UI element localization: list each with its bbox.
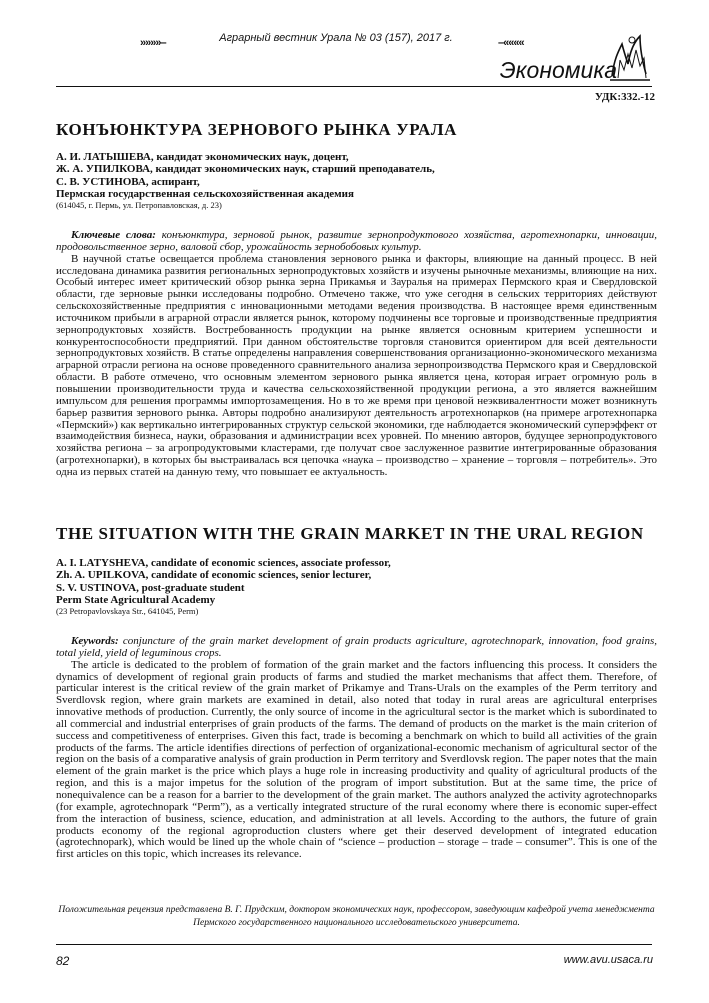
footer-rule xyxy=(56,944,652,945)
ru-address: (614045, г. Пермь, ул. Петропавловская, д. 23) xyxy=(56,200,222,211)
header-rule xyxy=(56,86,652,87)
ru-abstract: В научной статье освещается проблема становления зернового рынка и факторы, влияющие на данный процесс. В ней исследована динамика развития региональных зернопродуктовых хозяйств и изучены рыночные механизмы, влияющие на них. Особый интерес имеет критический обзор рынка зерна Прикамья и Зауралья на примерах Пермского края и Свердловской области, где зерновые рынки исследованы подробно. Отмечено также, что уже сегодня в сельских территориях действуют сельскохозяйственные предприятия с инновационными методами ведения производства. В настоящее время единственным источником прибыли в аграрной отрасли является рынок, которому подчинены все торговые и производственные предприятия зернопродуктовых хозяйств. Востребованность продукции на рынке является основным критерием успешности и конкурентоспособности предприятий. При данном обстоятельстве торговля становится ориентиром для всей деятельности зернопродуктовых хозяйств. В статье определены направления совершенствования организационно-экономического механизма аграрной отрасли региона на основе проведенного сравнительного анализа зернопроизводства Пермского края и Свердловской области. В работе отмечено, что основным элементом зернового рынка является цена, которая играет огромную роль в повышении производительности труда и качества сельскохозяйственной продукции региона, а это является важнейшим импульсом для решения программы импортозамещения. Но в то же время при ценовой неэквивалентности может возникнуть барьер развития зернового рынка. Авторы подробно анализируют деятельность агротехнопарков (на примере агротехнопарка «Пермский») как вертикально интегрированных структур сельской экономики, где наблюдается экономический суперэффект от взаимодействия бизнеса, науки, образования и администрации всех уровней. По мнению авторов, будущее зернопродуктового хозяйства региона – за агропродуктовыми кластерами, где получат свое заслуженное развитие интегрированные образования (агротехнопарки), в которых бы выстраивалась вся цепочка «наука – производство – хранение – торговля – потребитель». Это одна из первых статей на данную тему, что повышает ее актуальность. xyxy=(56,252,657,478)
ru-article-title: КОНЪЮНКТУРА ЗЕРНОВОГО РЫНКА УРАЛА xyxy=(56,120,458,139)
en-abstract: The article is dedicated to the problem of formation of the grain market and the factors influencing this process. It considers the dynamics of development of regional grain products of farms and studied the market mechanisms that affect them. Therefore, of particular interest is the critical review of the grain market of Prikamye and Trans-Urals on the examples of the Perm territory and Sverdlovsk region, where grain markets are examined in detail, also noted that today in rural areas are agricultural enterprises innovative methods of production. Currently, the only source of income in the agricultural sector is the market which is subordinated to all commercial and industrial enterprises of grain products of the farms. The demand of products on the market is the main criterion of success and competitiveness of enterprises. Given this fact, trade is becoming a benchmark on which to build all activities of the grain products of the farms. The article identifies directions of perfection of organizational-economic mechanism of agricultural sector of the region on the basis of a comparative analysis of grain production in Perm territory and Sverdlovsk region. The paper notes that the main element of the grain market is the price which plays a huge role in increasing productivity and quality of agricultural products of the region, and this is a major impetus for the solution of the program of import substitution. But at the same time, the price of nonequivalence can be a reason for a barrier to the development of the grain market. The authors analyzed the activity agrotechnoparks (for example, agrotechnopark “Perm”), as a vertically integrated structure of the rural economy where there is economic super-effect from the interaction of business, science, education, and administration at all levels. According to the authors, the future of grain products economy of the regional agroproduction clusters where get their deserved development of integrated education (agrotechnopark), which would be lined up the whole chain of “science – production – storage – trade – consumer”. This is one of the first articles on this topic, which increases its relevance. xyxy=(56,658,657,861)
ru-keywords: конъюнктура, зерновой рынок, развитие зернопродуктового хозяйства, агротехнопарки, инновации, продовольственное зерно, валовой сбор, урожайность зернобобовых культур. xyxy=(56,229,657,253)
en-author-3: S. V. USTINOVA, post-graduate student xyxy=(56,581,245,594)
en-article-title: THE SITUATION WITH THE GRAIN MARKET IN THE URAL REGION xyxy=(56,524,644,543)
ru-author-block xyxy=(56,151,657,210)
en-author-block xyxy=(56,557,657,616)
ru-author-1: А. И. ЛАТЫШЕВА, кандидат экономических наук, доцент, xyxy=(56,151,349,163)
udc-code: УДК:332.-12 xyxy=(594,91,655,103)
section-label: Экономика xyxy=(499,57,617,83)
en-author-2: Zh. A. UPILKOVA, candidate of economic sciences, senior lecturer, xyxy=(56,569,372,582)
ru-author-2: Ж. А. УПИЛКОВА, кандидат экономических наук, старший преподаватель, xyxy=(56,163,435,176)
ru-abstract-block xyxy=(56,230,657,479)
journal-logo-icon xyxy=(606,30,654,86)
review-note: Положительная рецензия представлена В. Г. Прудским, доктором экономических наук, профессором, заведующим кафедрой учета менеджмента Пермского государственного национального исследовательского университета. xyxy=(58,905,655,928)
page-header xyxy=(0,0,709,110)
ru-keywords-label: Ключевые слова: xyxy=(71,229,156,241)
en-address: (23 Petropavlovskaya Str., 641045, Perm) xyxy=(56,606,199,617)
ru-author-3: С. В. УСТИНОВА, аспирант, xyxy=(56,175,200,188)
ru-keywords-paragraph xyxy=(56,230,657,254)
en-keywords-paragraph xyxy=(56,636,657,660)
journal-running-head: Аграрный вестник Урала № 03 (157), 2017 г. xyxy=(219,32,453,44)
en-abstract-block xyxy=(56,636,657,861)
en-keywords: conjuncture of the grain market development of grain products agriculture, agrotechnopark, innovation, food grains, total yield, yield of leguminous crops. xyxy=(56,635,658,659)
en-keywords-label: Keywords: xyxy=(71,635,119,647)
en-affiliation: Perm State Agricultural Academy xyxy=(56,593,216,606)
page-number: 82 xyxy=(56,954,70,968)
ru-affiliation: Пермская государственная сельскохозяйственная академия xyxy=(56,187,354,200)
journal-website-link[interactable]: www.avu.usaca.ru xyxy=(563,954,653,966)
arrow-ornament-left: »»»»– xyxy=(140,37,166,49)
arrow-ornament-right: –«««« xyxy=(498,37,524,49)
en-author-1: A. I. LATYSHEVA, candidate of economic sciences, associate professor, xyxy=(56,557,391,569)
